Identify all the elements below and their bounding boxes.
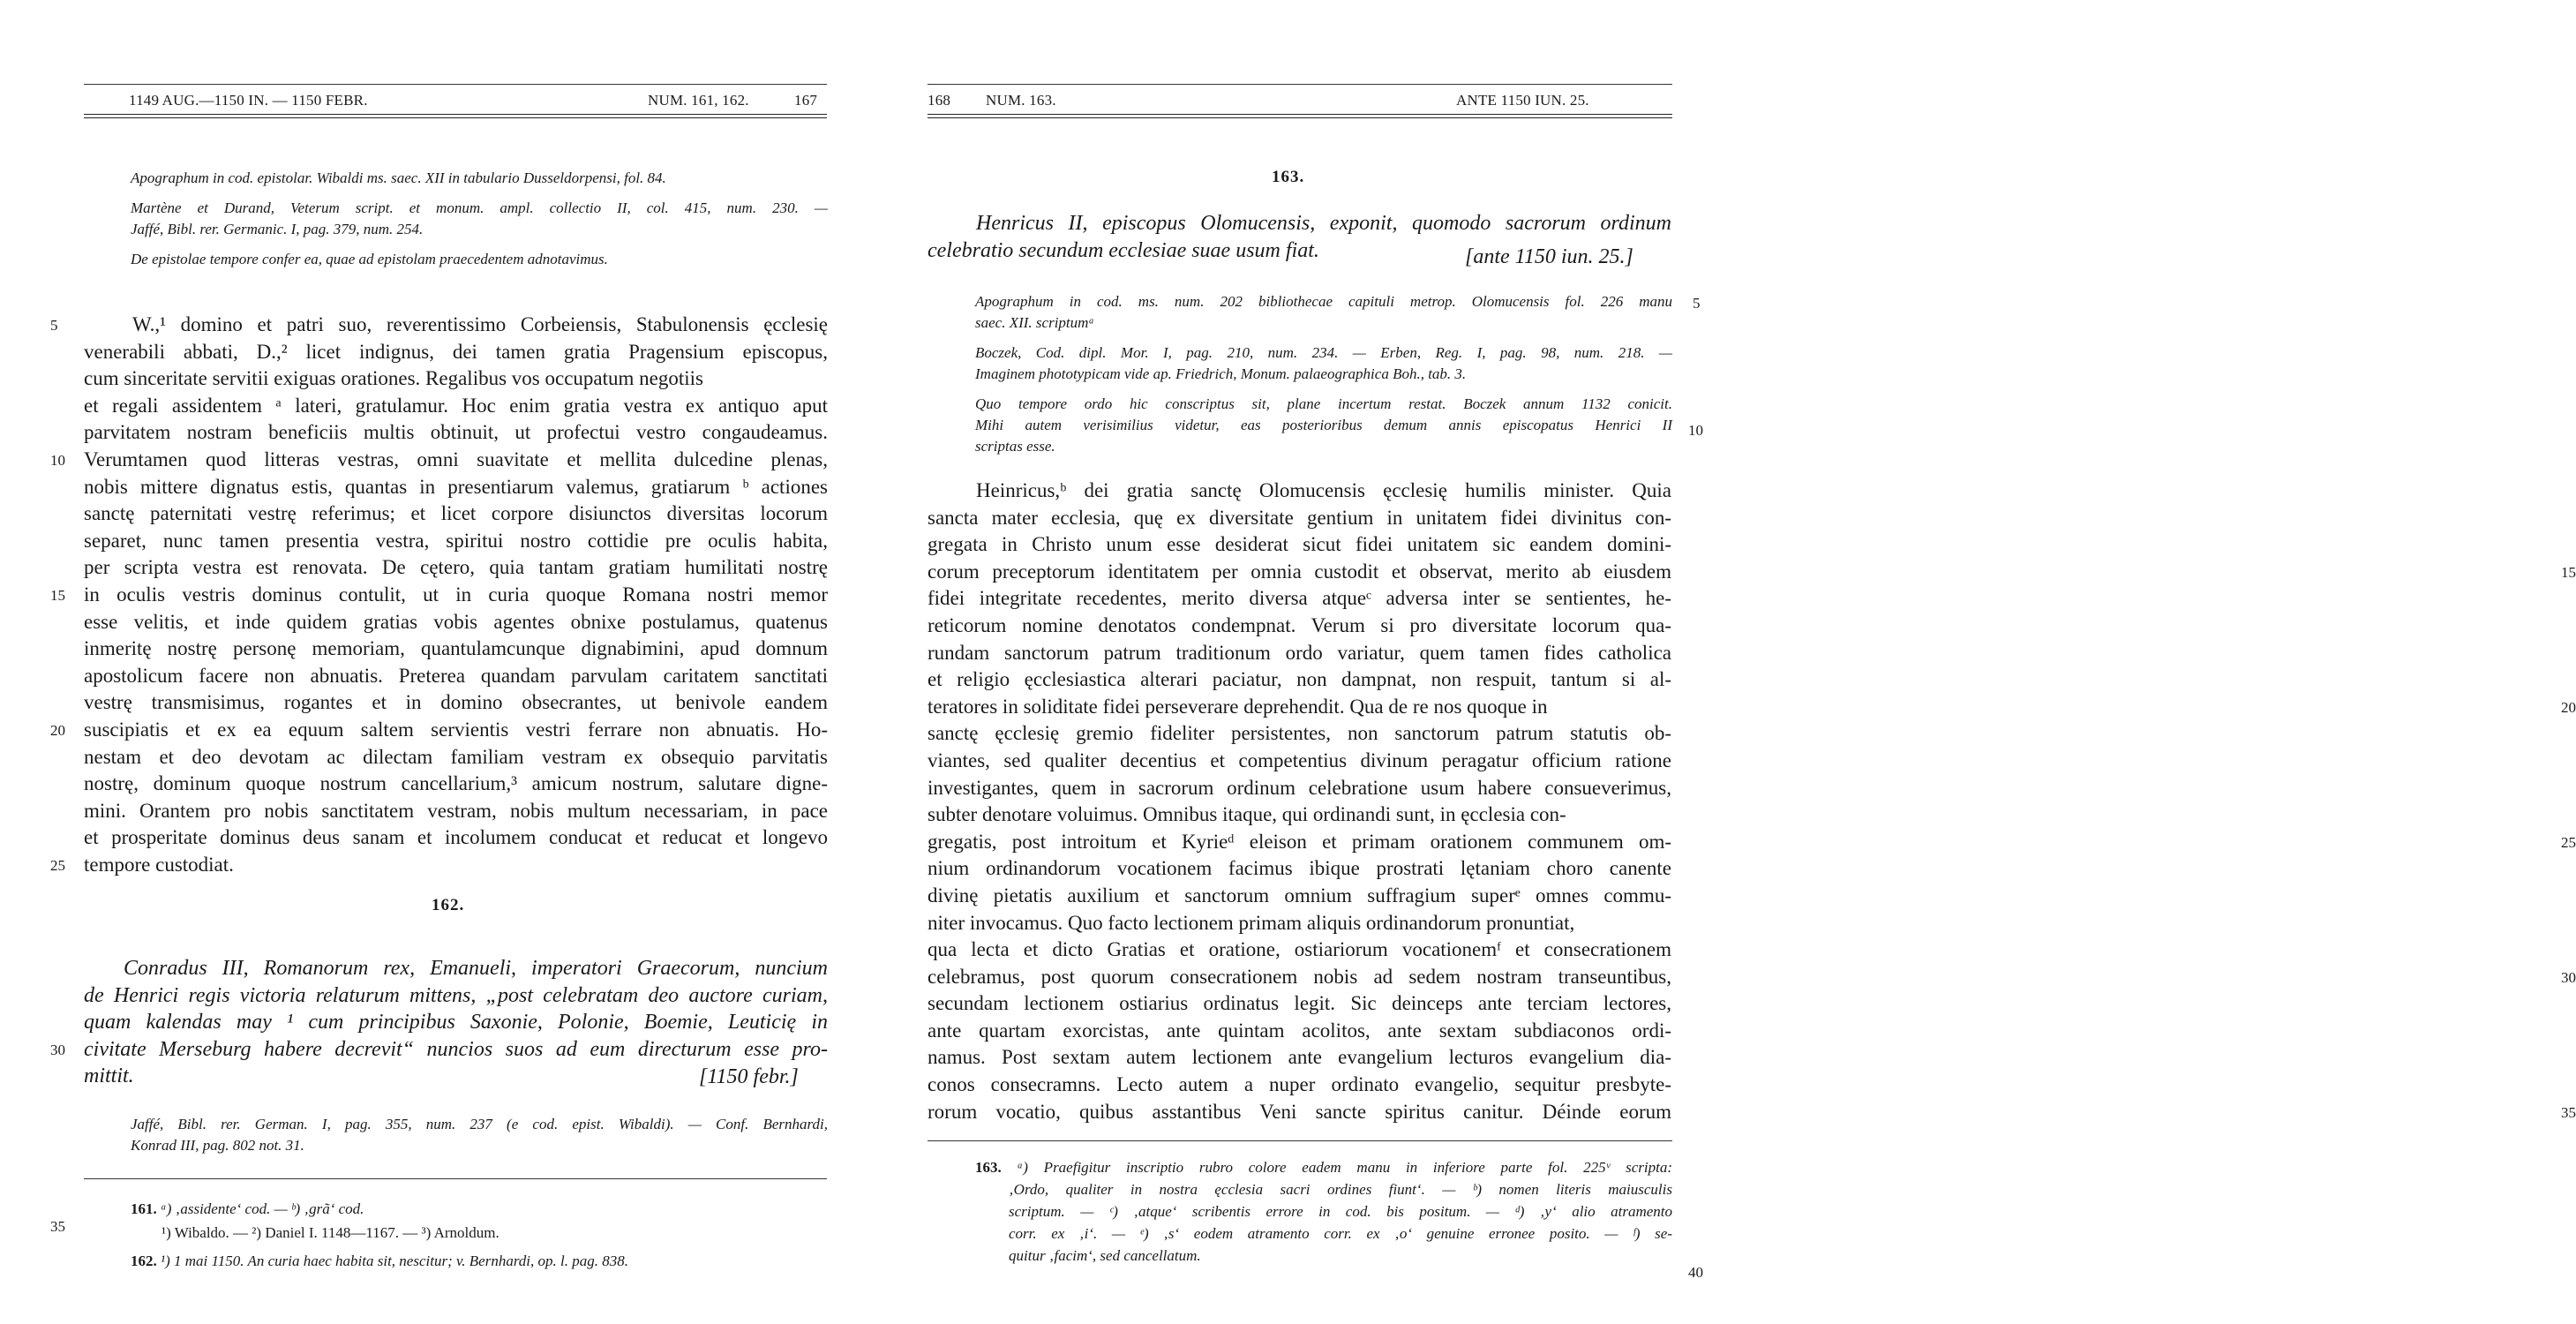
text-line: et prosperitate dominus deus sanam et incolumem conducat et reducat et longevo [84, 826, 828, 849]
text-line: W.,¹ domino et patri suo, reverentissimo Corbeiensis, Stabulonensis ęcclesię [132, 313, 828, 335]
text-line: qua lecta et dicto Gratias et oratione, ostiariorum vocationemᶠ et consecrationem [928, 938, 1671, 961]
doc-number-163: 163. [1272, 168, 1305, 186]
text-line: gregatis, post introitum et Kyrieᵈ eleison et primam orationem communem om- [928, 830, 1671, 853]
text-line: niter invocamus. Quo facto lectionem primam aliquis ordinandorum pronuntiat, [928, 911, 1575, 934]
text-line: sanctę ęcclesię gremio fideliter persistentes, non sanctorum patrum statutis ob- [928, 722, 1671, 745]
footnote-rule [928, 1140, 1672, 1141]
text-line: per scripta vestra est renovata. De cętero, quia tantam gratiam humilitati nostrę [84, 556, 828, 579]
text-line: nestam et deo devotam ac dilectam familiam vestram ex obsequio parvitatis [84, 745, 828, 768]
source-line: Konrad III, pag. 802 not. 31. [131, 1137, 304, 1154]
sources-161 [131, 168, 828, 270]
date-162: [1150 febr.] [699, 1065, 799, 1088]
footnote-label: 163. [975, 1159, 1002, 1176]
text-line: mittit. [84, 1064, 134, 1088]
sources-162 [131, 1114, 828, 1156]
text-line: in oculis vestris dominus contulit, ut in curia quoque Romana nostri memor [84, 583, 828, 606]
footnote-161-b: ¹) Wibaldo. — ²) Daniel I. 1148—1167. — ³) Arnoldum. [161, 1224, 499, 1241]
text-line: nium ordinandorum vocationem facimus ibique prostrati lętaniam choro canente [928, 857, 1671, 880]
footnote-text: ¹) 1 mai 1150. An curia haec habita sit, nescitur; v. Bernhardi, op. l. pag. 838. [161, 1253, 628, 1269]
line-number: 35 [2561, 1103, 2576, 1121]
footnote-text: ᵃ) Praefigitur inscriptio rubro colore eadem manu in inferiore parte fol. 225ᵛ scripta: [1017, 1159, 1672, 1176]
text-line: quam kalendas may ¹ cum principibus Saxonie, Polonie, Boemie, Leuticię in [84, 1011, 828, 1034]
footnote-162 [131, 1250, 628, 1272]
text-line: rorum vocatio, quibus asstantibus Veni sancte spiritus canitur. Déinde eorum [928, 1100, 1671, 1123]
source-line: Jaffé, Bibl. rer. Germanic. I, pag. 379, num. 254. [131, 221, 424, 237]
text-line: secundam lectionem ostiarius ordinatus legit. Sic deinceps ante terciam lectores, [928, 992, 1671, 1015]
header-bottom-rule [84, 114, 827, 118]
text-line: nostrę, dominum quoque nostrum cancellarium,³ amicum nostrum, salutare digne- [84, 772, 828, 795]
text-line: vestrę transmisimus, rogantes et in domino obsecrantes, ut benivole eandem [84, 691, 828, 714]
text-line: divinę pietatis auxilium et sanctorum omnium suffragium superᵉ omnes commu- [928, 884, 1671, 906]
source-line: Boczek, Cod. dipl. Mor. I, pag. 210, num. 234. — Erben, Reg. I, pag. 98, num. 218. — [975, 344, 1672, 361]
regest-line: celebratio secundum ecclesiae suae usum fiat. [928, 238, 1319, 262]
source-line: Apographum in cod. ms. num. 202 bibliothecae capituli metrop. Olomucensis fol. 226 manu [975, 293, 1672, 310]
regest-line: Henricus II, episcopus Olomucensis, exponit, quomodo sacrorum ordinum [976, 212, 1671, 235]
line-number: 5 [50, 317, 58, 334]
text-line: corum preceptorum identitatem per omnia custodit et observat, merito ab eiusdem [928, 560, 1671, 583]
page-number: 167 [794, 92, 818, 109]
text-line: Verumtamen quod litteras vestras, omni suavitate et mellita dulcedine plenas, [84, 448, 828, 470]
text-line: Conradus III, Romanorum rex, Emanueli, imperatori Graecorum, nuncium [124, 957, 828, 980]
text-line: parvitatem nostram beneficiis multis obtinuit, ut profectui vestro congaudeamus. [84, 421, 828, 444]
text-line: ante quartam exorcistas, ante quintam acolitos, ante sextam subdiaconos ordi- [928, 1019, 1671, 1042]
text-line: suscipiatis et ex ea equum saltem servientis vestri ferrare non abnuatis. Ho- [84, 718, 828, 741]
text-line: cum sinceritate servitii exiguas orationes. Regalibus vos occupatum negotiis [84, 367, 703, 390]
line-number: 25 [50, 857, 65, 874]
footnote-line: corr. ex ‚i‘. — ᵉ) ‚s‘ eodem atramento corr. ex ‚o‘ genuine erronee posito. — ᶠ) se- [1009, 1225, 1672, 1242]
text-line: investigantes, quem in sacrorum ordinum celebratione usum habere consueverimus, [928, 776, 1671, 799]
text-line: et religio ęcclesiastica alterari paciatur, non dampnat, non respuit, tantum si al- [928, 668, 1671, 691]
text-line: gregata in Christo unum esse desiderat sicut fidei unitatem sic eandem domini- [928, 533, 1671, 556]
left-page [0, 0, 873, 1324]
footnote-text: ᵃ) ‚assidente‘ cod. — ᵇ) ‚grã‘ cod. [161, 1200, 364, 1217]
text-line: viantes, sed qualiter decentius et competentius divinum peragatur officium ratione [928, 749, 1671, 771]
footnote-rule [84, 1178, 827, 1179]
line-number-5: 5 [1693, 295, 1701, 312]
text-line: subter denotare voluimus. Omnibus itaque, qui ordinandi sunt, in ęcclesia con- [928, 803, 1566, 826]
doc-number-162: 162. [432, 896, 465, 914]
text-line: separet, nunc tamen presentia vestra, spiritui nostro cottidie pre oculis habita, [84, 529, 828, 552]
text-line: civitate Merseburg habere decrevit“ nuncios suos ad eum directurum esse pro- [84, 1037, 828, 1061]
text-line: conos consecramns. Lecto autem a nuper ordinato evangelio, sequitur presbyte- [928, 1073, 1671, 1096]
header-top-rule [928, 84, 1672, 85]
line-number: 20 [2561, 698, 2576, 716]
source-line: Martène et Durand, Veterum script. et monum. ampl. collectio II, col. 415, num. 230. — [131, 199, 828, 216]
source-line: saec. XII. scriptumᵃ [975, 314, 1095, 331]
header-top-rule [84, 84, 827, 85]
text-line: et regali assidentem ᵃ lateri, gratulamur. Hoc enim gratia vestra ex antiquo aput [84, 394, 828, 417]
line-number-35: 35 [50, 1218, 65, 1235]
footnote-label: 161. [131, 1200, 157, 1217]
text-line: fidei integritate recedentes, merito diversa atqueᶜ adversa inter se sentientes, he- [928, 587, 1671, 610]
line-number-30: 30 [50, 1042, 65, 1058]
text-line: apostolicum facere non abnuatis. Preterea quandam parvulam caritatem sanctitati [84, 664, 828, 687]
line-number-40: 40 [1688, 1264, 1703, 1281]
text-line: venerabili abbati, D.,² licet indignus, dei tamen gratia Pragensium episcopus, [84, 340, 828, 363]
text-line: reticorum nomine denotatos condempnat. Verum si pro diversitate locorum qua- [928, 613, 1671, 636]
text-line: teratores in soliditate fidei perseverare deprehendit. Qua de re nos quoque in [928, 695, 1548, 718]
footnote-line: ‚Ordo, qualiter in nostra ęcclesia sacri ordines fiunt‘. — ᵇ) nomen literis maiusculis [1009, 1181, 1672, 1198]
source-line: Imaginem phototypicam vide ap. Friedrich, Monum. palaeographica Boh., tab. 3. [975, 365, 1467, 382]
text-line: celebramus, post quorum consecrationem nobis ad sedem nostram transeuntibus, [928, 965, 1671, 988]
footnotes-163 [975, 1156, 1672, 1267]
header-bottom-rule [928, 114, 1672, 118]
text-line: esse velitis, et inde quidem gratias vobis agentes obnixe postulamus, quatenus [84, 610, 828, 633]
text-line: tempore custodiat. [84, 853, 234, 876]
text-163 [928, 478, 1671, 1125]
line-number: 20 [50, 722, 65, 739]
text-line: de Henrici regis victoria relaturum mittens, „post celebratam deo auctore curiam, [84, 983, 828, 1007]
footnote-161-a [131, 1198, 364, 1220]
text-line: sanctę paternitati vestrę referimus; et licet corpore disiunctos diversitas locorum [84, 502, 828, 525]
page-number: 168 [928, 92, 951, 109]
source-line: Jaffé, Bibl. rer. German. I, pag. 355, num. 237 (e cod. epist. Wibaldi). — Conf. Bernhardi, [131, 1116, 828, 1132]
header-date: ANTE 1150 IUN. 25. [1456, 92, 1589, 109]
header-doc-number: NUM. 163. [986, 92, 1056, 109]
source-line: scriptas esse. [975, 438, 1055, 455]
footnote-line [975, 1156, 1672, 1178]
footnote-line: quitur ‚facim‘, sed cancellatum. [1009, 1247, 1201, 1264]
text-line: nobis mittere dignatus estis, quantas in presentiarum valemus, gratiarum ᵇ actiones [84, 475, 828, 498]
source-line: Mihi autem verisimilius videtur, eas posterioribus demum annis episcopatus Henrici II [975, 417, 1672, 433]
line-number: 15 [2561, 563, 2576, 581]
letter-161-text [84, 312, 828, 878]
text-line: inmeritę nostrę personę memoriam, quantulamcunque dignabimini, apud domnum [84, 637, 828, 660]
footnote-line: scriptum. — ᶜ) ‚atque‘ scribentis errore in cod. bis positum. — ᵈ) ‚y‘ alio atramento [1009, 1203, 1672, 1220]
text-line: namus. Post sextam autem lectionem ante evangelium lecturos evangelium dia- [928, 1046, 1671, 1069]
line-number: 15 [50, 587, 65, 604]
header-doc-numbers: NUM. 161, 162. [648, 92, 749, 109]
line-number: 10 [50, 452, 65, 469]
sources-163 [975, 291, 1672, 457]
text-line: sancta mater ecclesia, quę ex diversitate gentium in unitatem fidei divinitus con- [928, 506, 1671, 529]
footnote-label: 162. [131, 1253, 157, 1269]
line-number: 25 [2561, 833, 2576, 851]
text-line: rundam sanctorum patrum traditionum ordo variatur, quem tamen fides catholica [928, 641, 1671, 664]
line-number-10: 10 [1688, 422, 1703, 439]
source-line: Quo tempore ordo hic conscriptus sit, plane incertum restat. Boczek annum 1132 conicit. [975, 395, 1672, 412]
text-line: Heinricus,ᵇ dei gratia sanctę Olomucensis ęcclesię humilis minister. Quia [976, 479, 1671, 501]
text-line: mini. Orantem pro nobis sanctitatem vestram, nobis multum necessariam, in pace [84, 799, 828, 822]
source-line: De epistolae tempore confer ea, quae ad epistolam praecedentem adnotavimus. [131, 251, 608, 267]
header-date-range: 1149 AUG.—1150 IN. — 1150 FEBR. [129, 92, 368, 109]
right-page [873, 0, 2576, 1324]
date-163: [ante 1150 iun. 25.] [1465, 245, 1633, 268]
line-number: 30 [2561, 968, 2576, 986]
source-line: Apographum in cod. epistolar. Wibaldi ms. saec. XII in tabulario Dusseldorpensi, fol. 84. [131, 169, 666, 186]
